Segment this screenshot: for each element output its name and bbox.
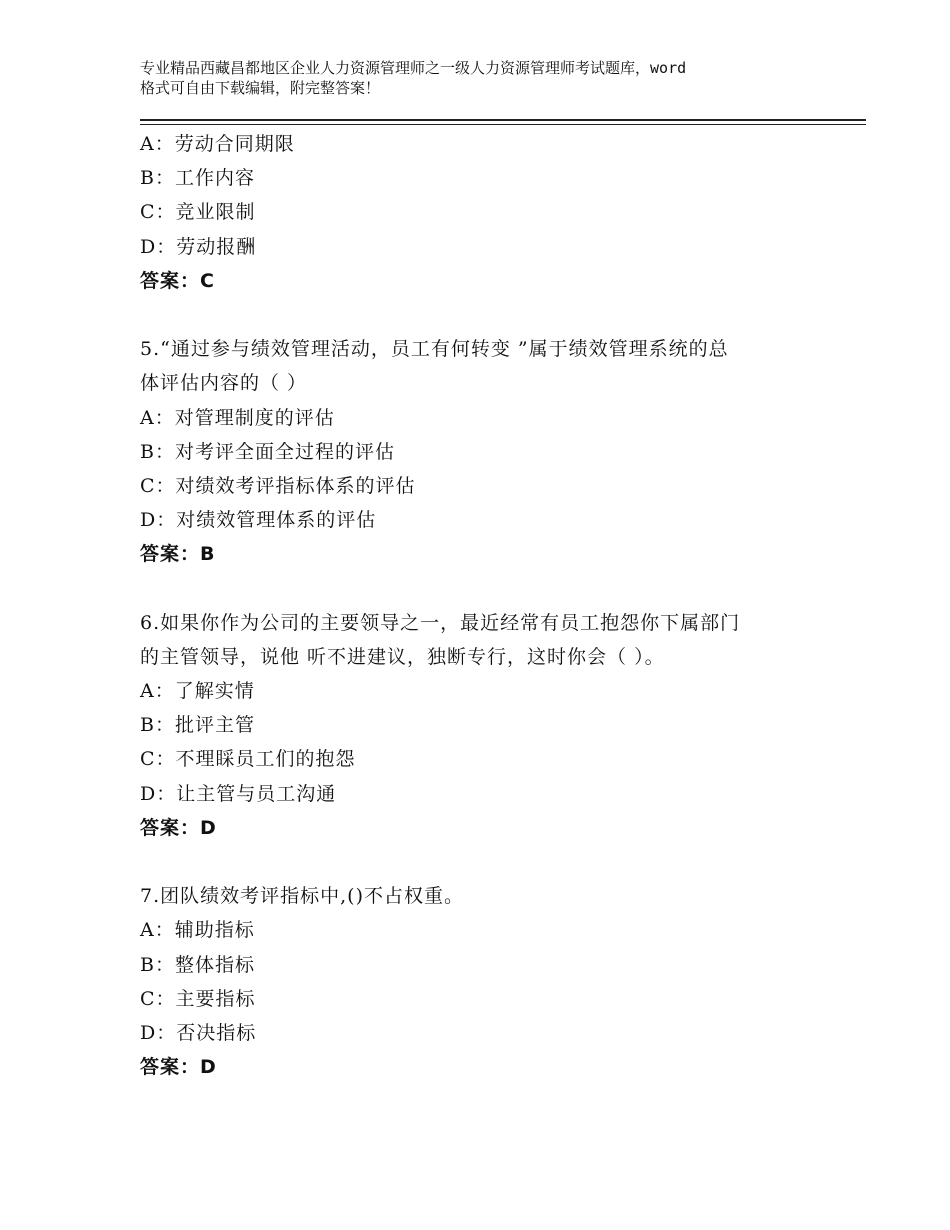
option-a: A：辅助指标 — [140, 919, 255, 942]
option-a: A：了解实情 — [140, 680, 255, 702]
option-b: B：批评主管 — [140, 714, 255, 737]
option-d: D：对绩效管理体系的评估 — [140, 509, 377, 532]
option-d: D：否决指标 — [140, 1021, 257, 1044]
option-d: D：让主管与员工沟通 — [140, 782, 337, 805]
header-rule-thick — [140, 119, 866, 121]
question-text: 5.“通过参与绩效管理活动，员工有何转变 ”属于绩效管理系统的总 — [140, 338, 729, 361]
option-a: A：劳动合同期限 — [140, 133, 295, 155]
option-c: C：主要指标 — [140, 987, 256, 1010]
answer: 答案：C — [140, 269, 215, 292]
question-block — [140, 879, 840, 1084]
option-b: B：整体指标 — [140, 953, 255, 976]
option-c: C：不理睬员工们的抱怨 — [140, 748, 356, 771]
option-c: C：对绩效考评指标体系的评估 — [140, 474, 416, 497]
option-b: B：对考评全面全过程的评估 — [140, 440, 395, 463]
header-line-2: 格式可自由下载编辑，附完整答案！ — [140, 79, 381, 97]
question-text: 6.如果你作为公司的主要领导之一，最近经常有员工抱怨你下属部门 — [140, 611, 741, 634]
answer: 答案：B — [140, 543, 216, 566]
question-list — [140, 127, 840, 1084]
option-b: B：工作内容 — [140, 167, 255, 190]
option-c: C：竞业限制 — [140, 201, 256, 224]
question-text: 7.团队绩效考评指标中,()不占权重。 — [140, 885, 464, 908]
header-rule-thin — [140, 124, 866, 125]
document-header — [140, 58, 830, 98]
option-a: A：对管理制度的评估 — [140, 406, 335, 429]
question-text: 体评估内容的（ ） — [140, 372, 308, 395]
question-block — [140, 127, 840, 298]
question-block — [140, 332, 840, 571]
answer: 答案：D — [140, 1056, 217, 1079]
question-block — [140, 606, 840, 845]
option-d: D：劳动报酬 — [140, 235, 257, 258]
header-line-1: 专业精品西藏昌都地区企业人力资源管理师之一级人力资源管理师考试题库，word — [140, 59, 687, 77]
answer: 答案：D — [140, 816, 217, 839]
question-text: 的主管领导，说他 听不进建议，独断专行，这时你会（ ）。 — [140, 645, 665, 668]
